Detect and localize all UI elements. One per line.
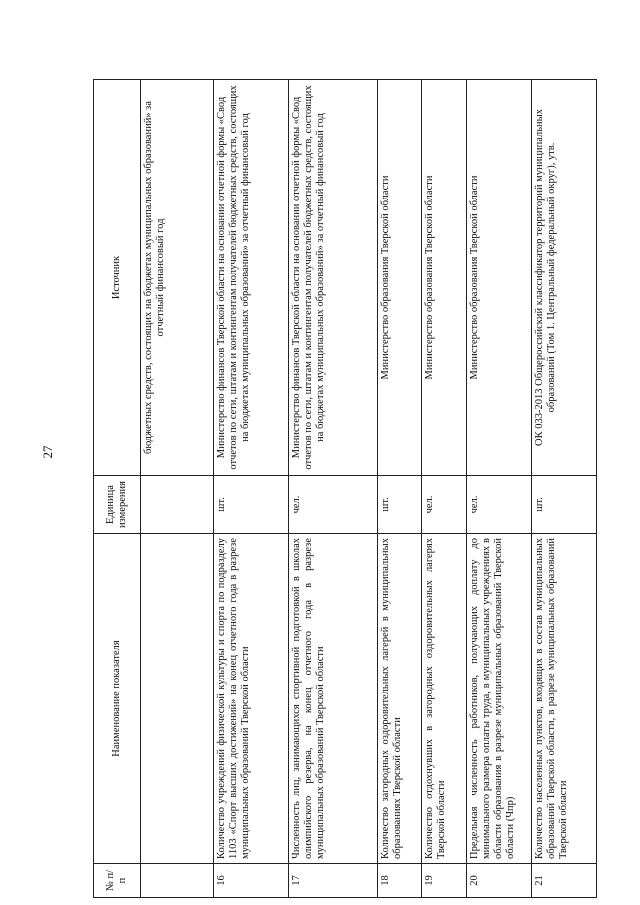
cell-source: ОК 033-2013 Общероссийский классификатор территорий муниципальных образований (Том 1. Центральный федеральный округ), утв.	[532, 80, 597, 476]
table-row	[214, 80, 289, 898]
cell-num: 21	[532, 864, 597, 898]
cell-name: Количество учреждений физической культуры и спорта по подразделу 1103 «Спорт высших достижений» на конец отчетного года в разрезе муниципальных образований Тверской области	[214, 534, 289, 864]
table-row	[289, 80, 378, 898]
cell-num	[141, 864, 214, 898]
table-row	[378, 80, 422, 898]
cell-name	[141, 534, 214, 864]
cell-source: Министерство образования Тверской области	[422, 80, 467, 476]
cell-unit: шт.	[532, 476, 597, 534]
cell-num: 19	[422, 864, 467, 898]
cell-unit: шт.	[214, 476, 289, 534]
cell-name: Количество населенных пунктов, входящих в состав муниципальных образований Тверской области, в разрезе муниципальных образований Тверской области	[532, 534, 597, 864]
table-header-row	[94, 80, 141, 898]
cell-unit	[141, 476, 214, 534]
table-row	[532, 80, 597, 898]
cell-num: 17	[289, 864, 378, 898]
indicators-table	[93, 79, 597, 898]
cell-source: Министерство финансов Тверской области на основании отчетной формы «Свод отчетов по сети, штатам и контингентам получателей бюджетных средств, состоящих на бюджетах муниципальных образований» за отчетный финансовый год	[214, 80, 289, 476]
table-row	[467, 80, 532, 898]
cell-num: 20	[467, 864, 532, 898]
table-row-continuation	[141, 80, 214, 898]
cell-source: Министерство финансов Тверской области на основании отчетной формы «Свод отчетов по сети, штатам и контингентам получателей бюджетных средств, состоящих на бюджетах муниципальных образований» за отчетный финансовый год	[289, 80, 378, 476]
header-source: Источник	[94, 80, 141, 476]
indicators-table-wrapper	[93, 80, 570, 898]
cell-name: Предельная численность работников, получающих доплату до минимального размера оплаты труда, в муниципальных учреждениях в области образования в разрезе муниципальных образований Тверской области (Чпр)	[467, 534, 532, 864]
cell-unit: шт.	[378, 476, 422, 534]
cell-name: Количество отдохнувших в загородных оздоровительных лагерях Тверской области	[422, 534, 467, 864]
header-num: № п/п	[94, 864, 141, 898]
cell-source: бюджетных средств, состоящих на бюджетах муниципальных образований» за отчетный финансовый год	[141, 80, 214, 476]
page-number: 27	[40, 445, 55, 459]
cell-source: Министерство образования Тверской области	[467, 80, 532, 476]
table-row	[422, 80, 467, 898]
cell-unit: чел.	[422, 476, 467, 534]
cell-name: Количество загородных оздоровительных лагерей в муниципальных образованиях Тверской области	[378, 534, 422, 864]
cell-num: 18	[378, 864, 422, 898]
header-name: Наименование показателя	[94, 534, 141, 864]
header-unit: Единица измерения	[94, 476, 141, 534]
cell-unit: чел.	[289, 476, 378, 534]
cell-name: Численность лиц, занимающихся спортивной подготовкой в школах олимпийского резерва, на конец отчетного года в разрезе муниципальных образований Тверской области	[289, 534, 378, 864]
cell-num: 16	[214, 864, 289, 898]
cell-source: Министерство образования Тверской области	[378, 80, 422, 476]
cell-unit: чел.	[467, 476, 532, 534]
